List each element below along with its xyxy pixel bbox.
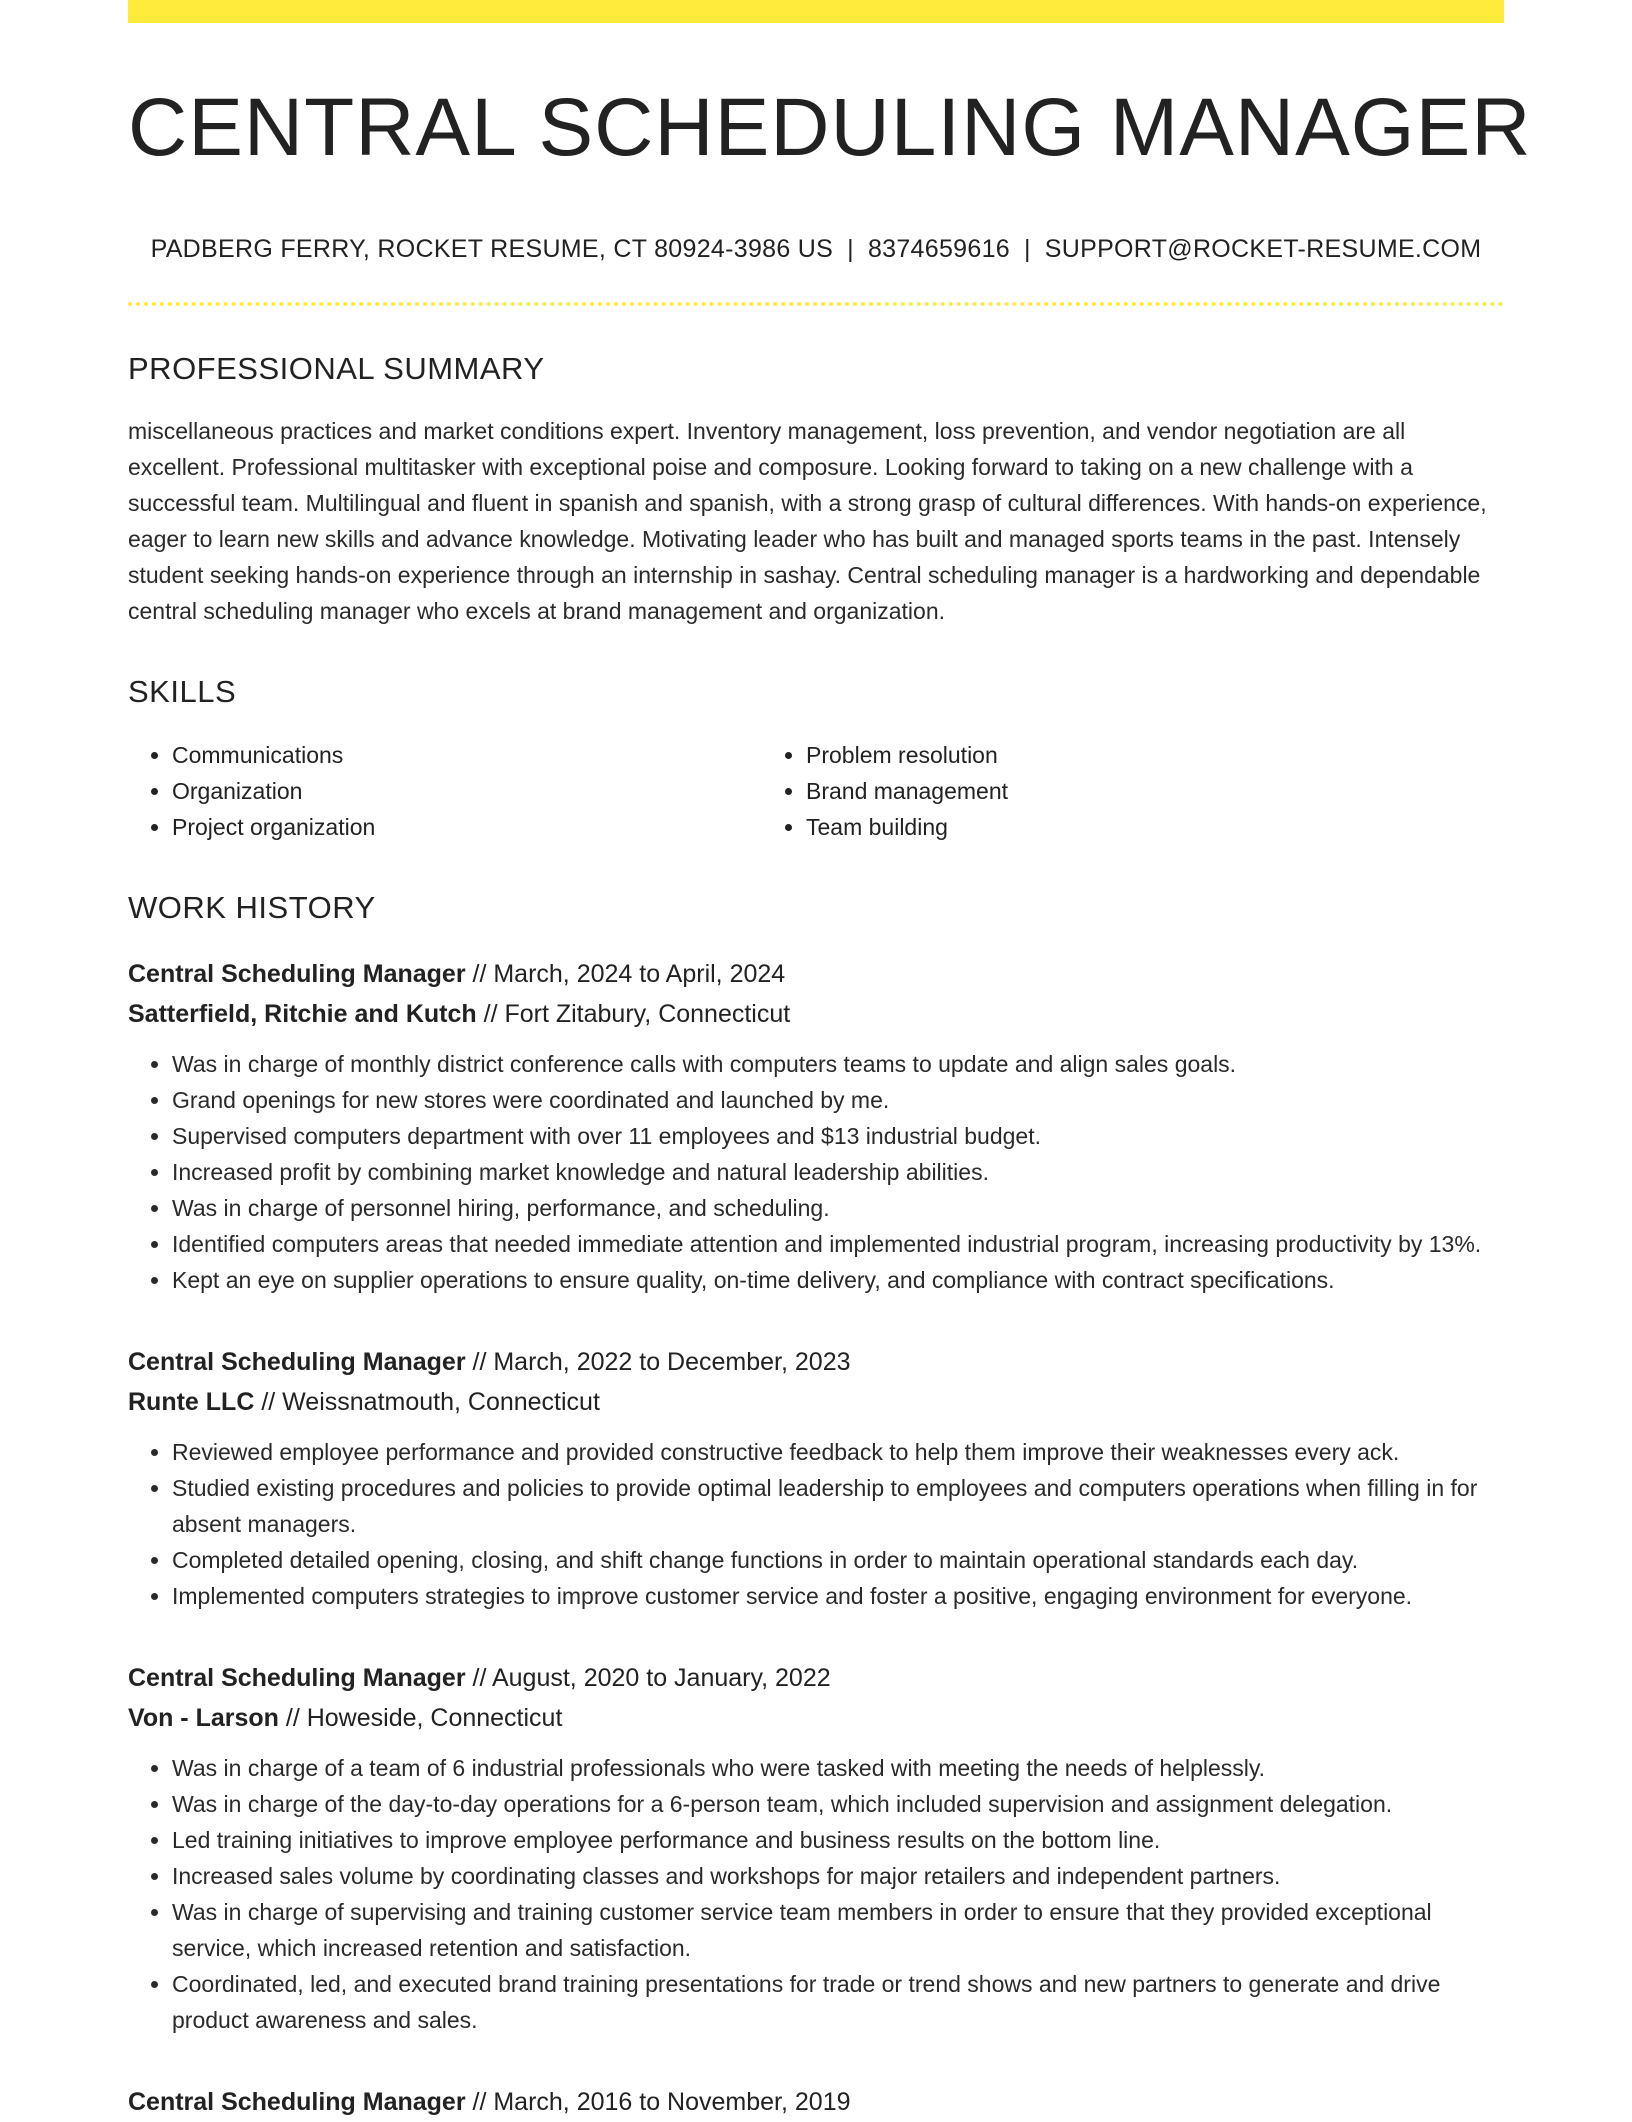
job-role: Central Scheduling Manager: [128, 1347, 466, 1376]
job-bullets: [128, 1434, 1504, 1614]
summary-text: miscellaneous practices and market conditions expert. Inventory management, loss prevention, and vendor negotiation are all excellent. Professional multitasker with exceptional poise and composure. Looking forward to taking on a new challenge with a successful team. Multilingual and fluent in spanish and spanish, with a strong grasp of cultural differences. With hands-on experience, eager to learn new skills and advance knowledge. Motivating leader who has built and managed sports teams in the past. Intensely student seeking hands-on experience through an internship in sashay. Central scheduling manager is a hardworking and dependable central scheduling manager who excels at brand management and organization.: [128, 418, 1487, 625]
contact-separator: |: [847, 235, 854, 264]
contact-separator: |: [1023, 235, 1031, 264]
job-entry: [128, 954, 1504, 1298]
job-company: Satterfield, Ritchie and Kutch: [128, 999, 477, 1028]
job-bullet: • Was in charge of a team of 6 industrial professionals who were tasked with meeting the needs of helplessly.: [172, 1750, 1504, 1786]
job-location: // Fort Zitabury, Connecticut: [476, 999, 791, 1028]
job-bullets: [128, 1750, 1504, 2038]
job-bullet: • Studied existing procedures and policies to provide optimal leadership to employees and computers operations when filling in for absent managers.: [172, 1470, 1504, 1542]
job-title-line: [128, 1658, 1504, 1698]
job-dates: // March, 2016 to November, 2019: [465, 2087, 851, 2116]
job-bullet: • Identified computers areas that needed immediate attention and implemented industrial program, increasing productivity by 13%.: [172, 1226, 1504, 1262]
job-bullet: • Completed detailed opening, closing, and shift change functions in order to maintain operational standards each day.: [172, 1542, 1504, 1578]
contact-phone: 8374659616: [867, 235, 1010, 264]
skill-item: • Brand management: [806, 773, 1396, 809]
job-entry: [128, 1658, 1504, 2038]
job-title-line: [128, 2082, 1504, 2122]
job-location: // Howeside, Connecticut: [278, 1703, 563, 1732]
job-bullet: • Increased sales volume by coordinating classes and workshops for major retailers and independent partners.: [172, 1858, 1504, 1894]
job-title-line: [128, 954, 1504, 994]
job-company-line: [128, 1698, 1504, 1738]
job-bullet: • Was in charge of the day-to-day operations for a 6-person team, which included supervision and assignment delegation.: [172, 1786, 1504, 1822]
skills-columns: [128, 737, 1504, 845]
job-bullets: [128, 1046, 1504, 1298]
job-bullet: • Led training initiatives to improve employee performance and business results on the bottom line.: [172, 1822, 1504, 1858]
job-company-line: [128, 1382, 1504, 1422]
summary-heading: PROFESSIONAL SUMMARY: [128, 351, 545, 387]
job-role: Central Scheduling Manager: [128, 1663, 466, 1692]
job-bullet: • Supervised computers department with over 11 employees and $13 industrial budget.: [172, 1118, 1504, 1154]
job-company: Runte LLC: [128, 1387, 255, 1416]
job-dates: // March, 2022 to December, 2023: [465, 1347, 851, 1376]
job-entry: [128, 2082, 1504, 2122]
job-bullet: • Increased profit by combining market knowledge and natural leadership abilities.: [172, 1154, 1504, 1190]
work-history-heading: WORK HISTORY: [128, 889, 376, 925]
resume-page: [128, 0, 1532, 2122]
job-dates: // March, 2024 to April, 2024: [465, 959, 786, 988]
job-company-line: [128, 994, 1504, 1034]
job-bullet: • Was in charge of supervising and training customer service team members in order to ensure that they provided exceptional service, which increased retention and satisfaction.: [172, 1894, 1504, 1966]
job-bullet: • Was in charge of monthly district conference calls with computers teams to update and align sales goals.: [172, 1046, 1504, 1082]
job-company: Von - Larson: [128, 1703, 279, 1732]
skill-item: • Team building: [806, 809, 1396, 845]
contact-line: [128, 235, 1504, 264]
job-bullet: • Grand openings for new stores were coordinated and launched by me.: [172, 1082, 1504, 1118]
skill-item: • Problem resolution: [806, 737, 1396, 773]
contact-email: SUPPORT@ROCKET-RESUME.COM: [1044, 235, 1482, 264]
skill-item: • Project organization: [172, 809, 762, 845]
job-bullet: • Implemented computers strategies to improve customer service and foster a positive, engaging environment for everyone.: [172, 1578, 1504, 1614]
skills-right-list: [762, 737, 1396, 845]
job-entry: [128, 1342, 1504, 1614]
job-role: Central Scheduling Manager: [128, 2087, 466, 2116]
job-bullet: • Reviewed employee performance and provided constructive feedback to help them improve their weaknesses every ack.: [172, 1434, 1504, 1470]
skills-left-list: [128, 737, 762, 845]
skill-item: • Communications: [172, 737, 762, 773]
accent-bar: [128, 0, 1504, 23]
job-bullet: • Was in charge of personnel hiring, performance, and scheduling.: [172, 1190, 1504, 1226]
job-role: Central Scheduling Manager: [128, 959, 466, 988]
skill-item: • Organization: [172, 773, 762, 809]
job-bullet: • Kept an eye on supplier operations to ensure quality, on-time delivery, and compliance with contract specifications.: [172, 1262, 1504, 1298]
resume-name: CENTRAL SCHEDULING MANAGER: [128, 82, 1532, 173]
job-dates: // August, 2020 to January, 2022: [465, 1663, 831, 1692]
job-bullet: • Coordinated, led, and executed brand training presentations for trade or trend shows and new partners to generate and drive product awareness and sales.: [172, 1966, 1504, 2038]
job-title-line: [128, 1342, 1504, 1382]
dotted-divider: [128, 302, 1504, 306]
skills-heading: SKILLS: [128, 674, 237, 710]
contact-address: PADBERG FERRY, ROCKET RESUME, CT 80924-3986 US: [150, 235, 834, 264]
job-location: // Weissnatmouth, Connecticut: [254, 1387, 600, 1416]
